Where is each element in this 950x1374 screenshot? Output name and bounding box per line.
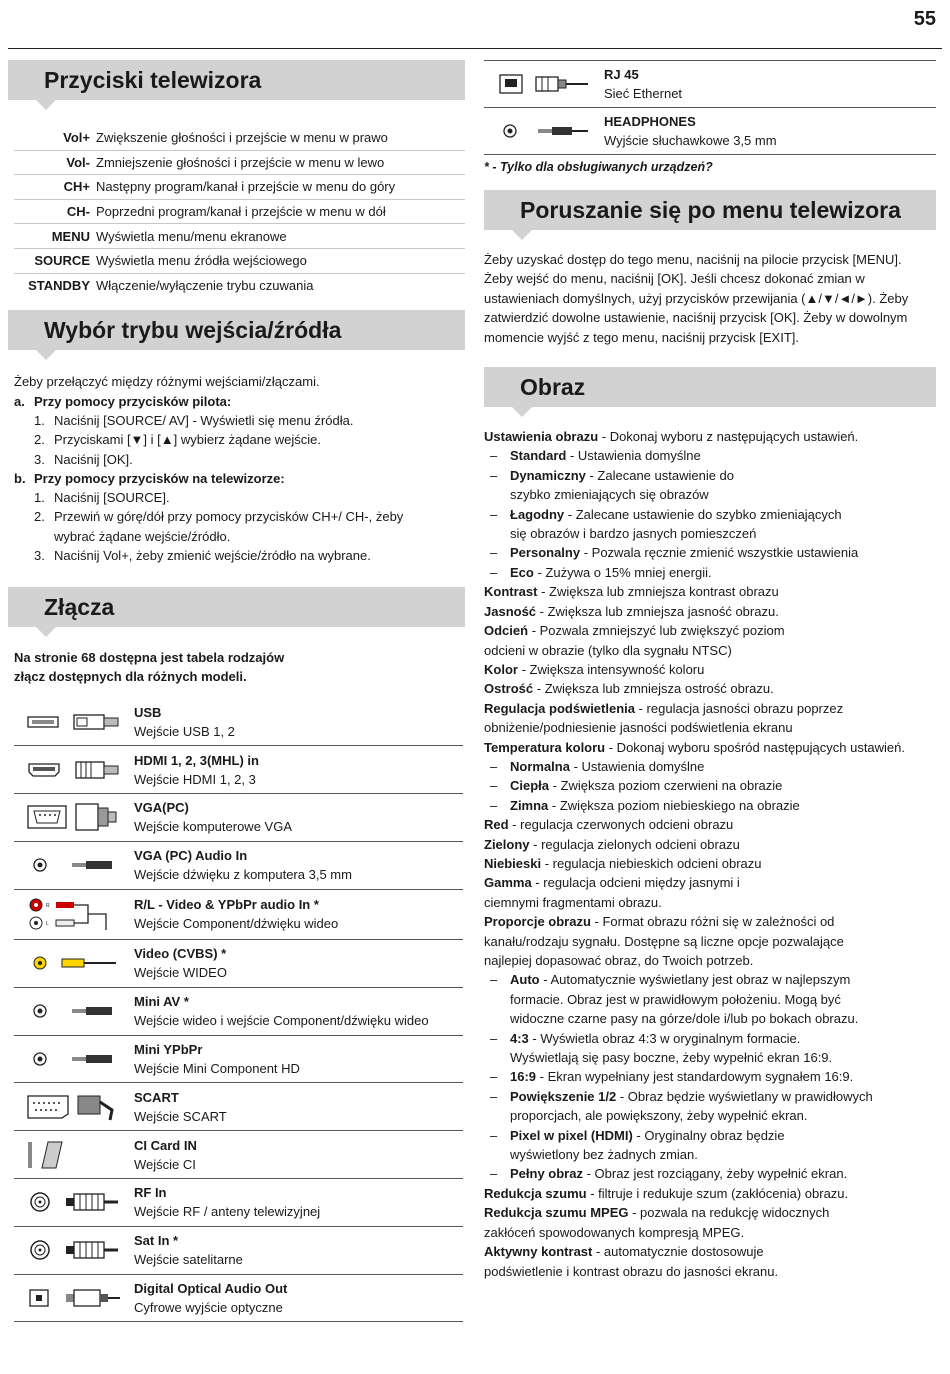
setting-option-continuation [484, 1048, 936, 1067]
connector-text [134, 1136, 463, 1174]
connector-description: Wejście satelitarne [134, 1252, 243, 1268]
option-text: - Ekran wypełniany jest standardowym sygnałem 16:9. [536, 1069, 854, 1085]
setting-option [484, 970, 936, 989]
option-name: Eco [510, 564, 534, 580]
option-text: - Oryginalny obraz będzie [632, 1127, 785, 1143]
setting-text: - Zwiększa lub zmniejsza ostrość obrazu. [533, 681, 774, 697]
menu-text-line: zatwierdzić dowolne ustawienie, naciśnij przycisk [OK]. Żeby w dowolnym [484, 310, 908, 326]
button-row [14, 126, 465, 151]
option-text: formacie. Obraz jest w prawidłowym położeniu. Mogą być [510, 991, 841, 1007]
connectors-intro-line: Na stronie 68 dostępna jest tabela rodzajów [14, 650, 285, 666]
optical-icon [14, 1275, 134, 1322]
dash-bullet: – [490, 972, 498, 988]
setting-text: ciemnymi fragmentami obrazu. [484, 894, 662, 910]
setting-line [484, 835, 936, 854]
step-text: wybrać żądane wejście/źródło. [54, 528, 231, 544]
setting-text: - Pozwala zmniejszyć lub zwiększyć poziom [528, 623, 785, 639]
connector-text [134, 1183, 463, 1221]
setting-name: Regulacja podświetlenia [484, 700, 635, 716]
connector-name: RF In [134, 1185, 167, 1201]
page-number: 55 [913, 8, 936, 30]
option-name: 16:9 [510, 1069, 537, 1085]
connector-text [134, 1040, 463, 1078]
setting-text: - pozwala na redukcję widocznych [628, 1205, 830, 1221]
ci-card-icon [14, 1131, 134, 1178]
setting-option [484, 776, 936, 795]
connector-name: CI Card IN [134, 1137, 197, 1153]
section-title-menu: Poruszanie się po menu telewizora [484, 190, 936, 230]
button-key: Vol+ [63, 130, 90, 146]
setting-line [484, 1203, 936, 1222]
dash-bullet: – [490, 1127, 498, 1143]
connector-text [134, 703, 463, 741]
setting-name: Ustawienia obrazu [484, 429, 599, 445]
step-text: Naciśnij [OK]. [54, 451, 133, 467]
scart-icon [14, 1083, 134, 1130]
setting-text: - Format obrazu różni się w zależności od [590, 914, 835, 930]
connector-row [14, 988, 463, 1036]
source-intro: Żeby przełączyć między różnymi wejściami/złączami. [14, 374, 320, 390]
connector-name: Mini AV * [134, 994, 189, 1010]
setting-name: Kolor [484, 661, 518, 677]
setting-line [484, 815, 936, 834]
connector-text [604, 112, 936, 150]
audio-jack-icon [14, 842, 134, 889]
setting-name: Redukcja szumu MPEG [484, 1205, 629, 1221]
setting-line [484, 893, 936, 912]
connector-row [14, 890, 463, 941]
option-name: Pełny obraz [510, 1166, 583, 1182]
connector-row [484, 61, 936, 108]
button-key: CH- [66, 204, 90, 220]
connector-row [14, 1131, 463, 1179]
setting-text: - Zwiększa intensywność koloru [517, 661, 705, 677]
setting-line [484, 699, 936, 718]
connector-description: Wejście CI [134, 1156, 196, 1172]
mini-ypbpr-icon [14, 1036, 134, 1083]
connector-row [14, 1275, 463, 1323]
option-name: Normalna [510, 758, 570, 774]
connector-description: Sieć Ethernet [604, 86, 683, 101]
menu-text-line: Żeby uzyskać dostęp do tego menu, naciśnij na pilocie przycisk [MENU]. [484, 252, 902, 267]
setting-option-continuation [484, 1009, 936, 1028]
setting-text: najlepiej dopasować obraz, do Twoich potrzeb. [484, 953, 754, 968]
setting-option [484, 505, 936, 524]
step-item [14, 546, 465, 565]
setting-line [484, 1223, 936, 1242]
picture-settings [484, 427, 936, 1281]
option-text: - Obraz będzie wyświetlany w prawidłowych [616, 1088, 873, 1104]
step-number: 1. [34, 412, 45, 428]
connector-description: Cyfrowe wyjście optyczne [134, 1299, 283, 1315]
vga-icon [14, 794, 134, 841]
setting-name: Redukcja szumu [484, 1185, 587, 1201]
dash-bullet: – [490, 448, 498, 464]
setting-line [484, 873, 936, 892]
connector-name: VGA(PC) [134, 800, 189, 816]
list-label: b. [14, 470, 26, 486]
step-number: 1. [34, 490, 45, 506]
setting-line [484, 582, 936, 601]
setting-name: Aktywny kontrast [484, 1244, 593, 1260]
setting-line [484, 912, 936, 931]
rf-icon [14, 1179, 134, 1226]
option-name: Zimna [510, 797, 549, 813]
step-item [14, 411, 465, 430]
button-description: Następny program/kanał i przejście w menu do góry [96, 179, 396, 195]
connector-row [14, 1227, 463, 1275]
connector-name: USB [134, 704, 162, 720]
setting-line [484, 679, 936, 698]
step-item [14, 450, 465, 469]
option-text: Wyświetlają się pasy boczne, żeby wypełnić ekran 16:9. [510, 1050, 833, 1066]
button-key: CH+ [63, 179, 90, 195]
button-row [14, 274, 465, 299]
dash-bullet: – [490, 467, 498, 483]
left-column [8, 60, 465, 1322]
option-text: proporcjach, ale powiększony, żeby wypełnić ekran. [510, 1108, 808, 1124]
sat-icon [14, 1227, 134, 1274]
usb-icon [14, 698, 134, 745]
section-title-connectors: Złącza [8, 587, 465, 627]
button-description: Poprzedni program/kanał i przejście w menu w dół [96, 204, 386, 220]
setting-text: zakłóceń spowodowanych kompresją MPEG. [484, 1224, 745, 1240]
option-text: - Zwiększa poziom niebieskiego na obrazie [548, 797, 800, 813]
setting-line [484, 660, 936, 679]
connector-name: Sat In * [134, 1233, 179, 1249]
option-name: 4:3 [510, 1030, 529, 1046]
button-row [14, 175, 465, 200]
section-title-picture: Obraz [484, 367, 936, 407]
step-number: 3. [34, 548, 45, 564]
connector-description: Wejście RF / anteny telewizyjnej [134, 1204, 321, 1220]
connector-row [14, 794, 463, 842]
dash-bullet: – [490, 564, 498, 580]
setting-text: podświetlenie i kontrast obrazu do jasności ekranu. [484, 1263, 779, 1279]
setting-name: Jasność [484, 603, 537, 619]
connector-description: Wejście komputerowe VGA [134, 819, 292, 835]
connector-text [604, 65, 936, 103]
setting-option [484, 543, 936, 562]
option-text: wyświetlony bez żadnych zmian. [510, 1147, 698, 1163]
section-title-source: Wybór trybu wejścia/źródła [8, 310, 465, 350]
connector-name: Video (CVBS) * [134, 946, 227, 962]
connector-text [134, 751, 463, 789]
setting-option-continuation [484, 990, 936, 1009]
option-text: - Pozwala ręcznie zmienić wszystkie ustawienia [580, 545, 859, 561]
connector-text [134, 846, 463, 884]
button-description: Wyświetla menu/menu ekranowe [96, 228, 287, 244]
setting-line [484, 427, 936, 446]
option-text: - Ustawienia domyślne [569, 758, 705, 774]
dash-bullet: – [490, 1088, 498, 1104]
connector-text [134, 992, 463, 1030]
section-title-buttons: Przyciski telewizora [8, 60, 465, 100]
option-text: - Zużywa o 15% mniej energii. [533, 564, 712, 580]
dash-bullet: – [490, 797, 498, 813]
list-title: Przy pomocy przycisków pilota: [34, 393, 232, 409]
footnote: * - Tylko dla obsługiwanych urządzeń? [484, 160, 713, 174]
step-item [14, 527, 465, 546]
option-text: - Wyświetla obraz 4:3 w oryginalnym formacie. [528, 1030, 801, 1046]
setting-line [484, 718, 936, 737]
source-b-steps [14, 488, 465, 565]
dash-bullet: – [490, 1166, 498, 1182]
setting-text: kanału/rodzaju sygnału. Dostępne są liczne opcje pozwalające [484, 933, 844, 949]
source-a-steps [14, 411, 465, 469]
setting-name: Proporcje obrazu [484, 914, 591, 930]
connector-row [14, 1083, 463, 1131]
option-text: szybko zmieniających się obrazów [510, 487, 709, 503]
source-b-heading [14, 469, 465, 488]
setting-line [484, 641, 936, 660]
dash-bullet: – [490, 778, 498, 794]
option-text: - Zwiększa poziom czerwieni na obrazie [549, 778, 783, 794]
option-text: - Automatycznie wyświetlany jest obraz w najlepszym [539, 972, 851, 988]
setting-text: - automatycznie dostosowuje [592, 1244, 764, 1260]
setting-name: Temperatura koloru [484, 739, 606, 755]
source-instructions [14, 372, 465, 565]
step-number: 2. [34, 509, 45, 525]
source-a-heading [14, 392, 465, 411]
connector-row [14, 698, 463, 746]
connector-description: Wejście dźwięku z komputera 3,5 mm [134, 867, 352, 883]
setting-option [484, 446, 936, 465]
setting-name: Red [484, 817, 509, 833]
button-key: MENU [51, 228, 90, 244]
menu-text-line: Żeby wejść do menu, naciśnij [OK]. Jeśli chcesz dokonać zmian w [484, 271, 865, 287]
setting-line [484, 932, 936, 951]
option-text: - Obraz jest rozciągany, żeby wypełnić ekran. [582, 1166, 848, 1182]
option-name: Standard [510, 448, 567, 464]
connector-text [134, 1231, 463, 1269]
step-number: 2. [34, 432, 45, 448]
connector-text [134, 1088, 463, 1126]
menu-instructions [484, 250, 936, 347]
setting-option-continuation [484, 1106, 936, 1125]
top-rule [8, 48, 942, 49]
step-item [14, 430, 465, 449]
connector-name: HDMI 1, 2, 3(MHL) in [134, 752, 259, 768]
right-connectors-list [484, 60, 936, 155]
connector-description: Wejście wideo i wejście Component/dźwięku wideo [134, 1013, 429, 1029]
hdmi-icon [14, 746, 134, 793]
button-row [14, 249, 465, 274]
setting-text: - regulacja zielonych odcieni obrazu [529, 836, 740, 852]
setting-name: Gamma [484, 875, 532, 891]
connectors-list [14, 698, 463, 1322]
dash-bullet: – [490, 1030, 498, 1046]
connector-text [134, 798, 463, 836]
step-text: Naciśnij Vol+, żeby zmienić wejście/źródło na wybrane. [54, 548, 371, 564]
setting-option-continuation [484, 485, 936, 504]
menu-text-line: ustawieniach domyślnych, użyj przycisków przewijania (▲/▼/◄/►). Żeby [484, 290, 909, 306]
connector-name: Mini YPbPr [134, 1042, 203, 1057]
connector-row [14, 842, 463, 890]
setting-text: - regulacja czerwonych odcieni obrazu [508, 817, 734, 833]
option-text: się obrazów i bardzo jasnych pomieszczeń [510, 526, 757, 542]
headphone-jack-icon [484, 108, 604, 154]
step-text: Przyciskami [▼] i [▲] wybierz żądane wejście. [54, 432, 322, 448]
connector-name: RJ 45 [604, 67, 639, 82]
connector-name: Digital Optical Audio Out [134, 1280, 288, 1296]
connector-row [14, 746, 463, 794]
connector-text [134, 895, 463, 933]
button-key: STANDBY [28, 278, 90, 294]
option-name: Personalny [510, 545, 581, 561]
setting-option [484, 796, 936, 815]
setting-name: Kontrast [484, 584, 538, 600]
setting-text: obniżenie/podniesienie jasności podświetlenia ekranu [484, 720, 793, 736]
connector-description: Wejście HDMI 1, 2, 3 [134, 771, 256, 787]
dash-bullet: – [490, 506, 498, 522]
setting-option [484, 1126, 936, 1145]
option-name: Ciepła [510, 778, 550, 794]
setting-line [484, 1242, 936, 1261]
setting-text: - regulacja niebieskich odcieni obrazu [541, 855, 762, 871]
connector-name: HEADPHONES [604, 114, 696, 129]
right-column [484, 60, 936, 1281]
step-text: Naciśnij [SOURCE/ AV] - Wyświetli się menu źródła. [54, 412, 354, 428]
setting-option [484, 1164, 936, 1183]
setting-text: - Zwiększa lub zmniejsza jasność obrazu. [536, 603, 779, 619]
setting-name: Ostrość [484, 681, 534, 697]
connector-description: Wejście SCART [134, 1108, 227, 1124]
connector-row [14, 1036, 463, 1084]
option-name: Dynamiczny [510, 467, 586, 483]
dash-bullet: – [490, 1069, 498, 1085]
setting-name: Zielony [484, 836, 530, 852]
connector-description: Wejście WIDEO [134, 965, 227, 981]
button-key: SOURCE [34, 253, 90, 269]
setting-text: - regulacja odcieni między jasnymi i [531, 875, 740, 891]
setting-option [484, 1067, 936, 1086]
setting-line [484, 1262, 936, 1281]
button-description: Zwiększenie głośności i przejście w menu w prawo [96, 130, 388, 146]
setting-name: Niebieski [484, 855, 542, 871]
step-text: Naciśnij [SOURCE]. [54, 490, 170, 506]
setting-option [484, 1029, 936, 1048]
connector-row [484, 108, 936, 155]
step-number [34, 527, 54, 546]
list-label: a. [14, 393, 25, 409]
rca-rl-icon [14, 890, 134, 940]
setting-option [484, 757, 936, 776]
button-description: Włączenie/wyłączenie trybu czuwania [96, 278, 314, 294]
step-text: Przewiń w górę/dół przy pomocy przycisków CH+/ CH-, żeby [54, 509, 404, 525]
option-text: widoczne czarne pasy na górze/dole i/lub po bokach obrazu. [510, 1011, 859, 1027]
setting-option-continuation [484, 524, 936, 543]
step-item [14, 507, 465, 526]
button-row [14, 200, 465, 225]
setting-option [484, 1087, 936, 1106]
button-row [14, 224, 465, 249]
svg-text:R: R [46, 903, 50, 910]
setting-line [484, 951, 936, 970]
option-name: Łagodny [510, 506, 565, 522]
setting-line [484, 621, 936, 640]
connector-name: VGA (PC) Audio In [134, 848, 248, 864]
setting-line [484, 854, 936, 873]
rca-video-icon [14, 940, 134, 987]
option-name: Auto [510, 972, 540, 988]
setting-text: - Dokonaj wyboru spośród następujących ustawień. [605, 739, 906, 755]
setting-text: - Zwiększa lub zmniejsza kontrast obrazu [537, 584, 779, 600]
connectors-intro [14, 649, 465, 686]
list-title: Przy pomocy przycisków na telewizorze: [34, 470, 285, 486]
button-row [14, 151, 465, 176]
setting-option-continuation [484, 1145, 936, 1164]
setting-line [484, 1184, 936, 1203]
connector-name: R/L - Video & YPbPr audio In * [134, 897, 319, 913]
option-name: Pixel w pixel (HDMI) [510, 1127, 633, 1143]
dash-bullet: – [490, 545, 498, 561]
connector-text [134, 944, 463, 982]
setting-text: - regulacja jasności obrazu poprzez [635, 700, 844, 716]
buttons-table [14, 126, 465, 298]
setting-option [484, 466, 936, 485]
svg-text:L: L [46, 921, 49, 928]
connector-name: SCART [134, 1089, 179, 1105]
connector-description: Wyjście słuchawkowe 3,5 mm [604, 133, 777, 148]
connectors-intro-line: złącz dostępnych dla różnych modeli. [14, 668, 247, 684]
setting-text: odcieni w obrazie (tylko dla sygnału NTSC) [484, 642, 732, 658]
setting-line [484, 602, 936, 621]
menu-text-line: momencie wyjść z tego menu, naciśnij przycisk [EXIT]. [484, 329, 799, 345]
connector-row [14, 940, 463, 988]
step-number: 3. [34, 451, 45, 467]
button-description: Zmniejszenie głośności i przejście w menu w lewo [96, 154, 385, 170]
button-key: Vol- [66, 154, 90, 170]
connector-description: Wejście Mini Component HD [134, 1061, 300, 1076]
dash-bullet: – [490, 758, 498, 774]
option-text: - Zalecane ustawienie do szybko zmieniających [564, 506, 842, 522]
step-item [14, 488, 465, 507]
setting-text: - Dokonaj wyboru z następujących ustawień. [598, 429, 859, 445]
connector-description: Wejście Component/dźwięku wideo [134, 916, 339, 932]
option-text: - Zalecane ustawienie do [585, 467, 735, 483]
option-name: Powiększenie 1/2 [510, 1088, 617, 1104]
setting-text: - filtruje i redukuje szum (zakłócenia) obrazu. [586, 1185, 849, 1201]
setting-name: Odcień [484, 623, 529, 639]
setting-line [484, 738, 936, 757]
connector-row [14, 1179, 463, 1227]
ethernet-icon [484, 61, 604, 107]
option-text: - Ustawienia domyślne [566, 448, 701, 464]
button-description: Wyświetla menu źródła wejściowego [96, 253, 307, 269]
connector-description: Wejście USB 1, 2 [134, 723, 235, 739]
connector-text [134, 1279, 463, 1317]
mini-av-icon [14, 988, 134, 1035]
setting-option [484, 563, 936, 582]
